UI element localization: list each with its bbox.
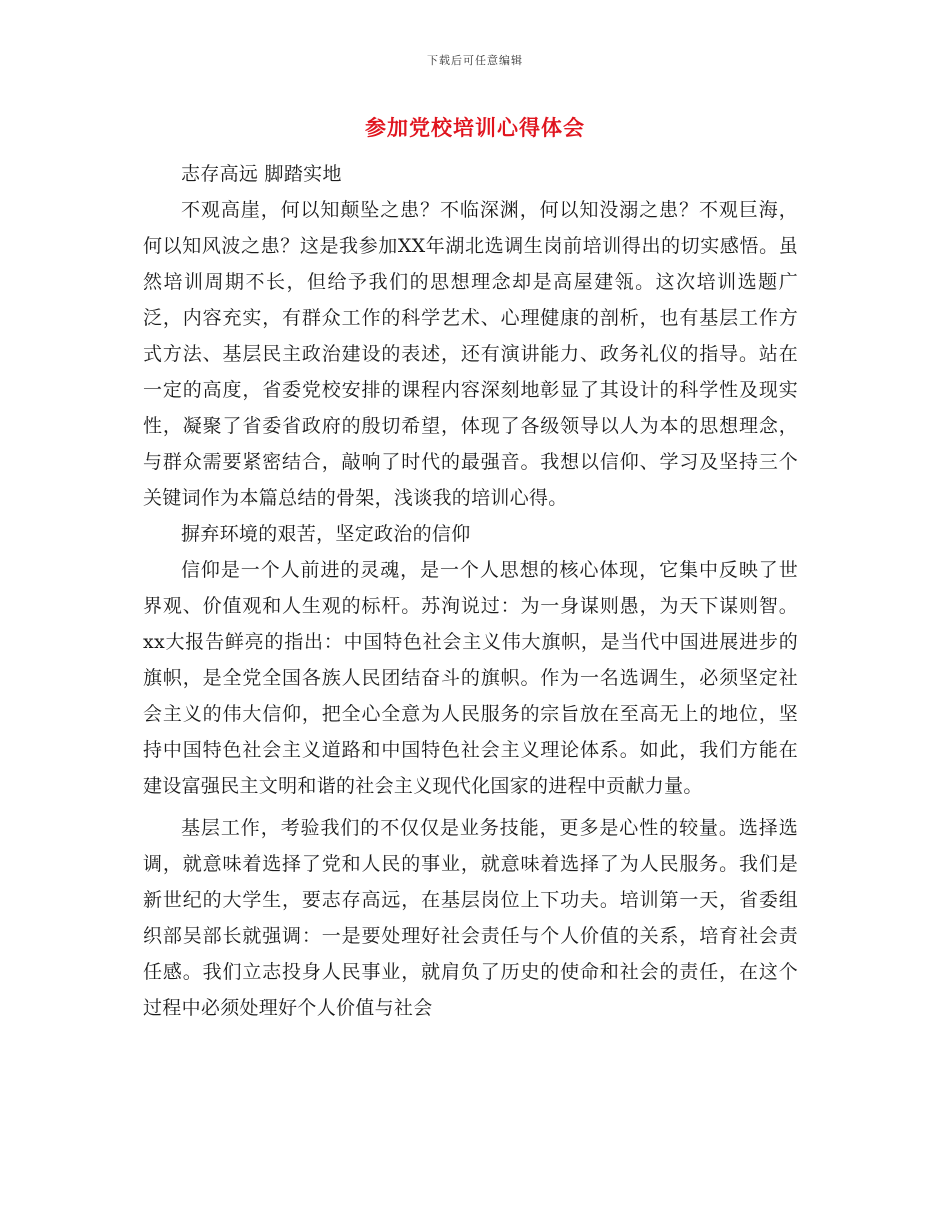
document-title: 参加党校培训心得体会	[365, 115, 585, 140]
paragraph: 不观高崖，何以知颠坠之患？不临深渊，何以知没溺之患？不观巨海，何以知风波之患？这是我参加XX年湖北选调生岗前培训得出的切实感悟。虽然培训周期不长，但给予我们的思想理念却是高屋建瓴。这次培训选题广泛，内容充实，有群众工作的科学艺术、心理健康的剖析，也有基层工作方式方法、基层民主政治建设的表述，还有演讲能力、政务礼仪的指导。站在一定的高度，省委党校安排的课程内容深刻地彰显了其设计的科学性及现实性，凝聚了省委省政府的殷切希望，体现了各级领导以人为本的思想理念，与群众需要紧密结合，敲响了时代的最强音。我想以信仰、学习及坚持三个关键词作为本篇总结的骨架，浅谈我的培训心得。	[143, 199, 798, 509]
paragraph: 信仰是一个人前进的灵魂，是一个人思想的核心体现，它集中反映了世界观、价值观和人生观的标杆。苏洵说过：为一身谋则愚，为天下谋则智。xx大报告鲜亮的指出：中国特色社会主义伟大旗帜，是当代中国进展进步的旗帜，是全党全国各族人民团结奋斗的旗帜。作为一名选调生，必须坚定社会主义的伟大信仰，把全心全意为人民服务的宗旨放在至高无上的地位，坚持中国特色社会主义道路和中国特色社会主义理论体系。如此，我们方能在建设富强民主文明和谐的社会主义现代化国家的进程中贡献力量。	[143, 559, 798, 797]
section-heading: 摒弃环境的艰苦，坚定政治的信仰	[181, 523, 471, 545]
document-body	[143, 156, 798, 1026]
header-note: 下载后可任意编辑	[427, 54, 523, 67]
paragraph: 基层工作，考验我们的不仅仅是业务技能，更多是心性的较量。选择选调，就意味着选择了党和人民的事业，就意味着选择了为人民服务。我们是新世纪的大学生，要志存高远，在基层岗位上下功夫。培训第一天，省委组织部吴部长就强调：一是要处理好社会责任与个人价值的关系，培育社会责任感。我们立志投身人民事业，就肩负了历史的使命和社会的责任，在这个过程中必须处理好个人价值与社会	[143, 817, 798, 1019]
section-heading: 志存高远 脚踏实地	[181, 163, 342, 185]
